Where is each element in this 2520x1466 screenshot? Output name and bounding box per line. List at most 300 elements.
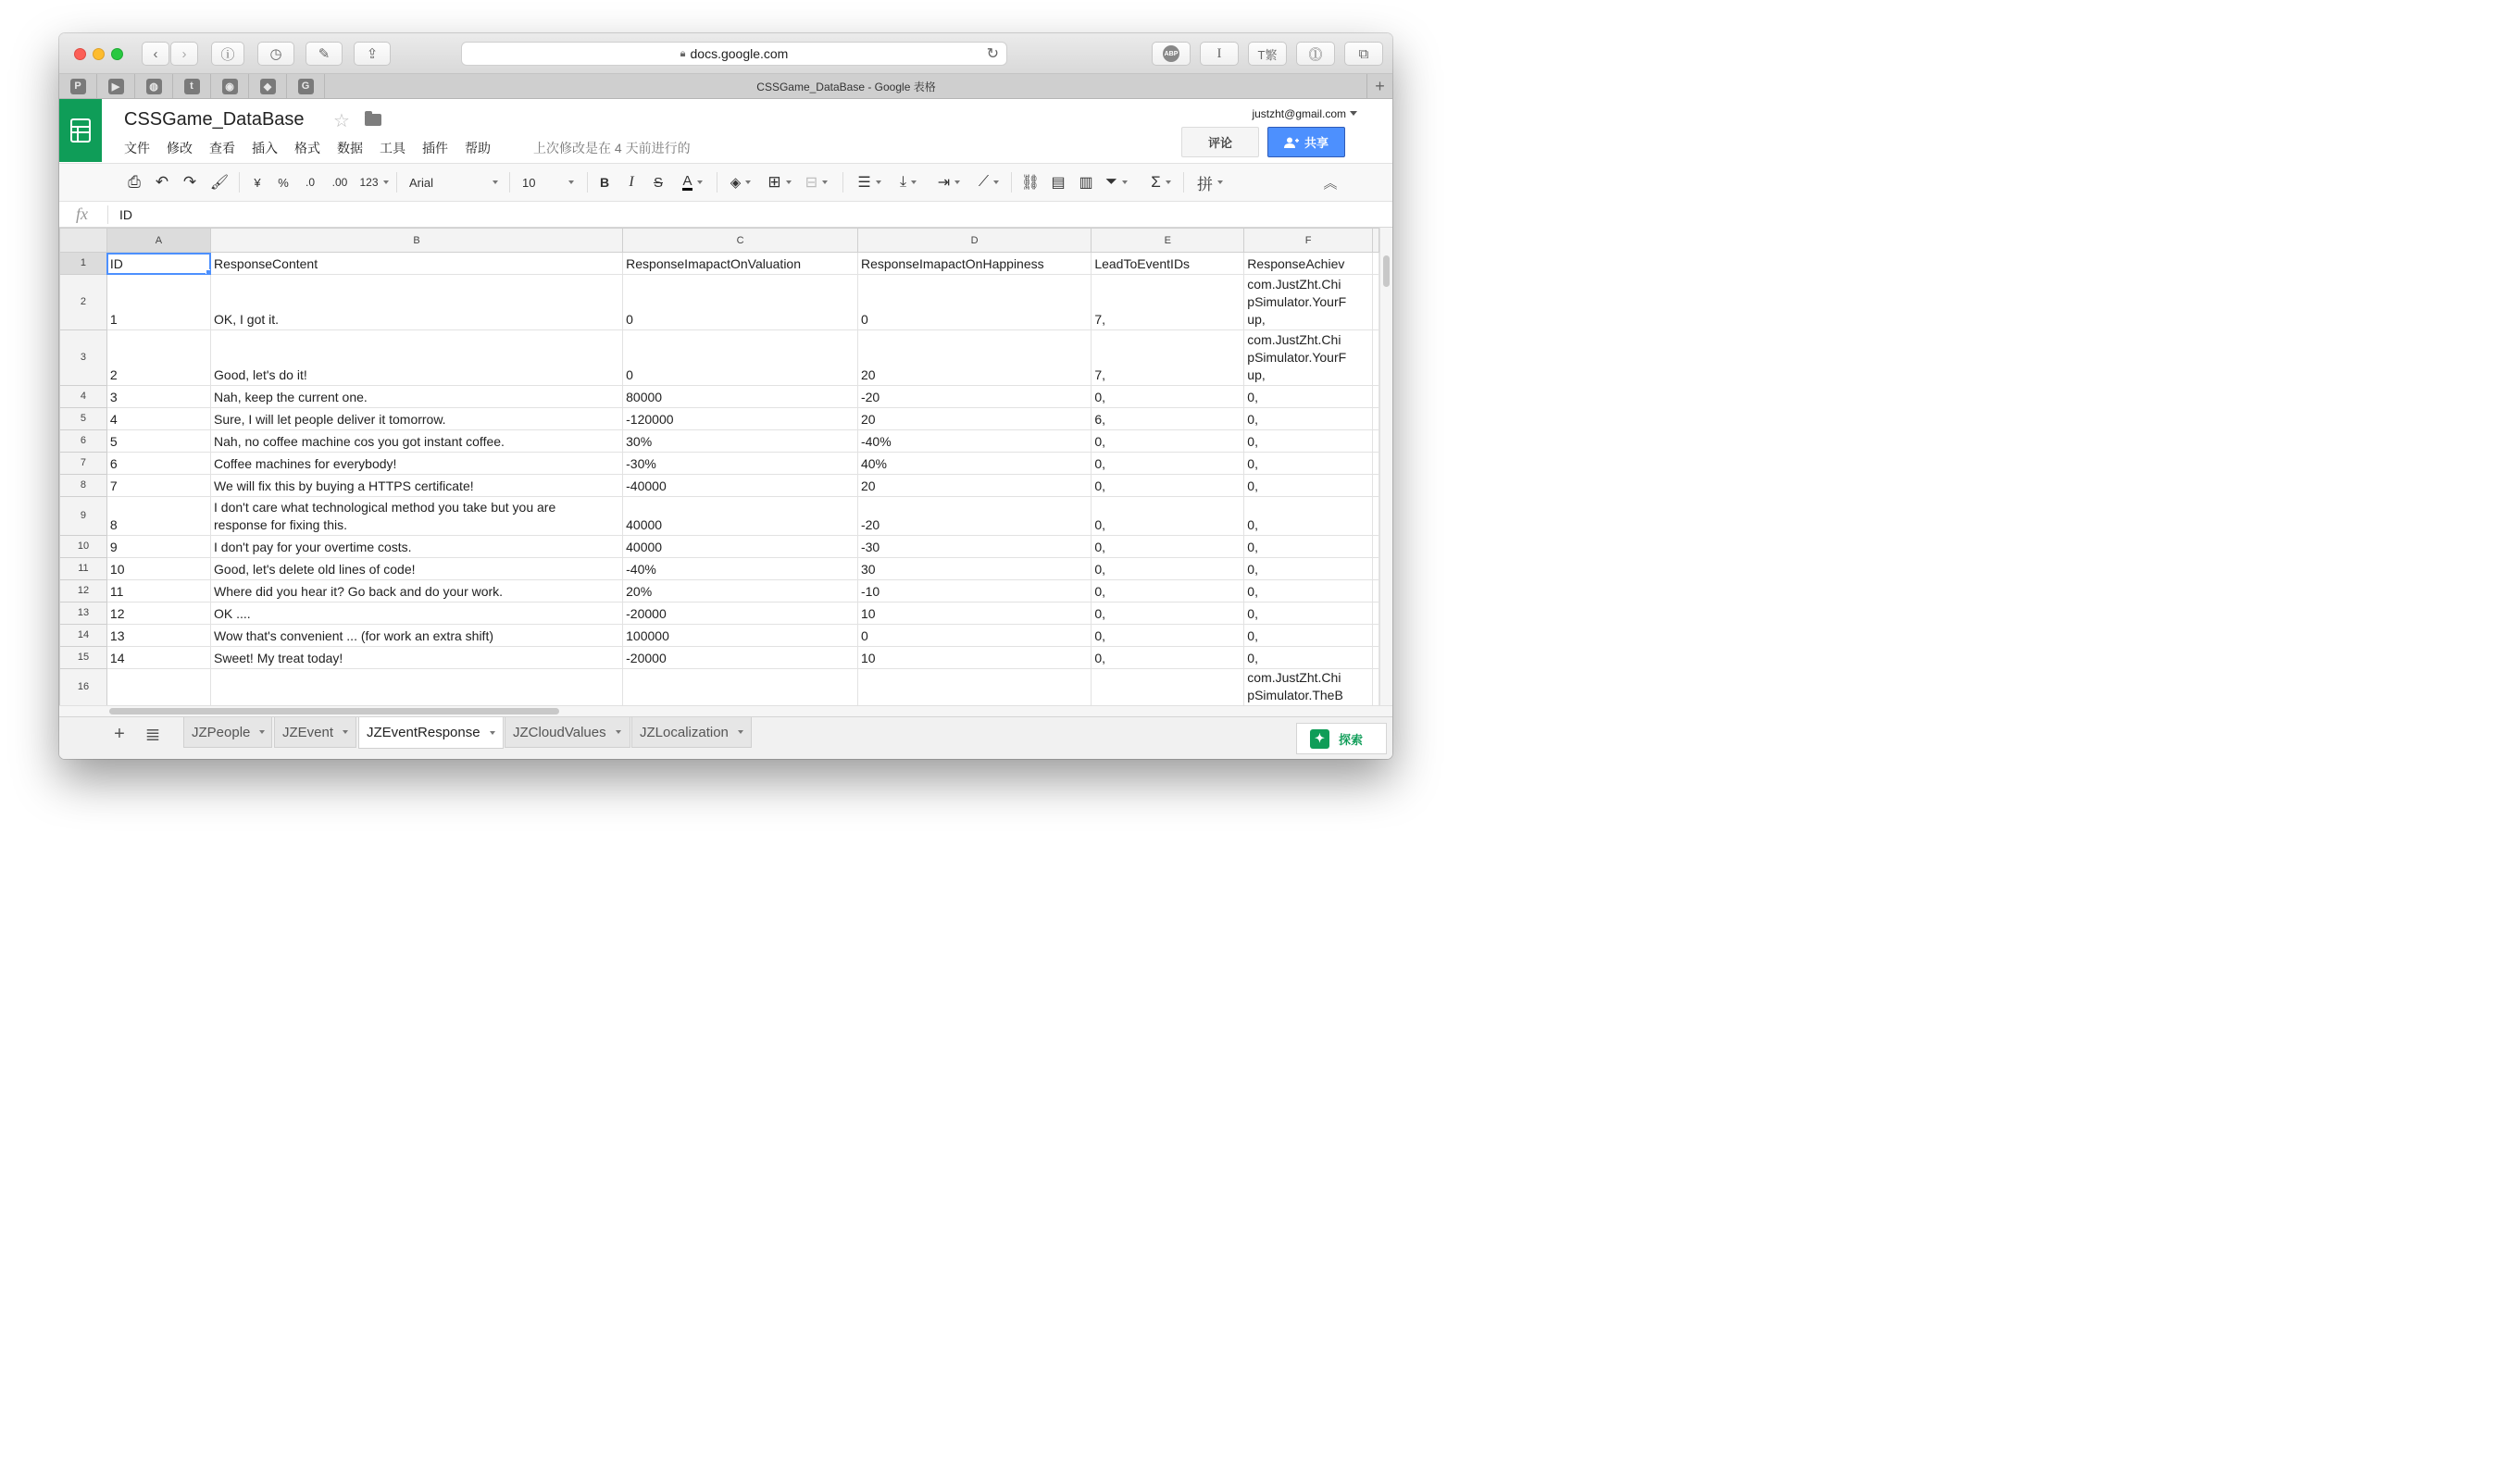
last-edit-status[interactable]: 上次修改是在 4 天前进行的: [533, 141, 691, 155]
explore-button[interactable]: [1296, 723, 1387, 754]
cell[interactable]: 2: [106, 330, 210, 386]
info-icon: ⓘ: [220, 46, 235, 63]
cell[interactable]: 0,: [1092, 497, 1244, 536]
browser-window: [59, 33, 1392, 759]
borders-button[interactable]: [763, 164, 796, 201]
favorite-git[interactable]: [249, 74, 287, 98]
zoom-window-button[interactable]: [111, 48, 123, 60]
cursor-extension-button[interactable]: [1200, 42, 1239, 66]
explore-icon: ✦: [1310, 729, 1329, 749]
cell[interactable]: -40%: [623, 558, 858, 580]
formula-input[interactable]: ID: [119, 207, 132, 222]
paint-bucket-icon: ◈: [730, 175, 742, 191]
cell[interactable]: 6,: [1092, 408, 1244, 430]
sheet-tab-label: JZEvent: [282, 724, 334, 740]
address-bar[interactable]: [461, 42, 1007, 66]
horizontal-align-button[interactable]: [852, 164, 887, 201]
chevron-down-icon: [822, 180, 828, 184]
cell[interactable]: -40%: [857, 430, 1091, 453]
password-button[interactable]: [1296, 42, 1335, 66]
tabs-overview-button[interactable]: [1344, 42, 1383, 66]
wrap-icon: ⇥: [937, 175, 951, 191]
cell[interactable]: 10: [106, 558, 210, 580]
cell[interactable]: 40000: [623, 536, 858, 558]
cell[interactable]: 0,: [1092, 475, 1244, 497]
favorite-youtube[interactable]: [97, 74, 135, 98]
table-row: [60, 536, 1379, 558]
cell[interactable]: 0,: [1092, 558, 1244, 580]
cell[interactable]: 0: [857, 275, 1091, 330]
cell[interactable]: 12: [106, 603, 210, 625]
table-row: [60, 497, 1379, 536]
chevron-down-icon: [1166, 180, 1171, 184]
cell[interactable]: 0,: [1092, 625, 1244, 647]
document-title[interactable]: CSSGame_DataBase: [124, 109, 305, 130]
row-header[interactable]: 12: [60, 580, 107, 603]
cell[interactable]: [211, 669, 623, 706]
cell[interactable]: Good, let's delete old lines of code!: [211, 558, 623, 580]
cell[interactable]: com.JustZht.Chi pSimulator.YourF up,: [1244, 330, 1373, 386]
star-icon[interactable]: ☆: [333, 111, 350, 131]
cell[interactable]: 100000: [623, 625, 858, 647]
folder-icon[interactable]: [365, 114, 381, 126]
bold-button[interactable]: B: [599, 175, 610, 190]
font-size-label: 10: [522, 175, 536, 190]
formula-divider: [107, 205, 108, 224]
cell[interactable]: OK, I got it.: [211, 275, 623, 330]
filter-button[interactable]: [1102, 164, 1131, 201]
cell[interactable]: 0,: [1244, 430, 1373, 453]
font-family-dropdown[interactable]: [405, 164, 502, 201]
lock-icon: 🔒︎: [680, 47, 686, 59]
table-row: [60, 603, 1379, 625]
percent-format-button[interactable]: %: [278, 175, 289, 190]
cell[interactable]: Nah, no coffee machine cos you got instant coffee.: [211, 430, 623, 453]
menu-item[interactable]: 格式: [294, 141, 320, 155]
sheet-tab[interactable]: [631, 717, 752, 748]
row-header[interactable]: 5: [60, 408, 107, 430]
cell[interactable]: 7,: [1092, 330, 1244, 386]
clock-icon: ◷: [269, 46, 282, 62]
cell[interactable]: I don't pay for your overtime costs.: [211, 536, 623, 558]
column-header-filler: [1373, 229, 1379, 253]
currency-format-button[interactable]: ¥: [254, 175, 261, 190]
favorite-pinboard[interactable]: [59, 74, 97, 98]
cell[interactable]: -40000: [623, 475, 858, 497]
cell[interactable]: 0,: [1244, 453, 1373, 475]
cell[interactable]: 13: [106, 625, 210, 647]
compose-button[interactable]: [306, 42, 343, 66]
redo-icon[interactable]: ↷: [182, 173, 197, 191]
sheets-icon: [70, 118, 91, 143]
cell[interactable]: 3: [106, 386, 210, 408]
cell[interactable]: LeadToEventIDs: [1092, 253, 1244, 275]
menu-item[interactable]: 文件: [124, 141, 150, 155]
cell[interactable]: [1373, 669, 1379, 706]
chevron-down-icon: [786, 180, 792, 184]
add-sheet-icon[interactable]: +: [114, 723, 125, 744]
cell[interactable]: We will fix this by buying a HTTPS certificate!: [211, 475, 623, 497]
info-button[interactable]: [211, 42, 244, 66]
chevron-down-icon: [1217, 180, 1223, 184]
sheet-tab[interactable]: [274, 717, 356, 748]
sheet-tabs-bar: [59, 716, 1392, 759]
browser-toolbar: [59, 33, 1392, 74]
cell[interactable]: 0,: [1244, 647, 1373, 669]
cell[interactable]: 30%: [623, 430, 858, 453]
sheet-tab[interactable]: [505, 717, 630, 748]
cell[interactable]: 0,: [1244, 475, 1373, 497]
chevron-down-icon[interactable]: [343, 730, 348, 734]
cell[interactable]: 0,: [1244, 558, 1373, 580]
insert-chart-icon[interactable]: ▥: [1079, 175, 1093, 191]
strikethrough-button[interactable]: S: [653, 174, 663, 191]
cell[interactable]: 11: [106, 580, 210, 603]
forward-button[interactable]: [170, 42, 198, 66]
merge-cells-button[interactable]: [798, 164, 835, 201]
cell[interactable]: 10: [857, 647, 1091, 669]
cell[interactable]: com.JustZht.Chi pSimulator.YourF up,: [1244, 275, 1373, 330]
decrease-decimal-button[interactable]: .0: [305, 176, 315, 189]
spreadsheet-grid: [59, 228, 1379, 705]
cell[interactable]: [1373, 603, 1379, 625]
cell[interactable]: 0,: [1244, 580, 1373, 603]
row-header[interactable]: 13: [60, 603, 107, 625]
functions-button[interactable]: [1142, 164, 1179, 201]
vertical-align-button[interactable]: [891, 164, 926, 201]
menu-item[interactable]: 数据: [337, 141, 363, 155]
cell[interactable]: 7: [106, 475, 210, 497]
cell[interactable]: OK ....: [211, 603, 623, 625]
translate-icon: T繁: [1257, 47, 1278, 62]
share-sheet-button[interactable]: [354, 42, 391, 66]
horizontal-scrollbar[interactable]: [59, 705, 1392, 716]
cell[interactable]: 0,: [1244, 408, 1373, 430]
vertical-scrollbar[interactable]: [1379, 228, 1392, 705]
chevron-down-icon: [1122, 180, 1128, 184]
chevron-down-icon[interactable]: [738, 730, 743, 734]
cell[interactable]: 6: [106, 453, 210, 475]
row-header[interactable]: 7: [60, 453, 107, 475]
cell[interactable]: 8: [106, 497, 210, 536]
sigma-icon: Σ: [1151, 173, 1161, 191]
cell[interactable]: 0,: [1244, 386, 1373, 408]
favorite-twitter[interactable]: [173, 74, 211, 98]
chevron-down-icon: [697, 180, 703, 184]
back-button[interactable]: [142, 42, 169, 66]
cell[interactable]: 20%: [623, 580, 858, 603]
chevron-down-icon[interactable]: [490, 731, 495, 735]
column-header[interactable]: C: [623, 229, 858, 253]
chevron-down-icon: [876, 180, 881, 184]
sheet-tab[interactable]: [183, 717, 272, 748]
number-format-label: 123: [359, 176, 379, 189]
row-header[interactable]: 16: [60, 669, 107, 706]
cell[interactable]: 20: [857, 330, 1091, 386]
column-header[interactable]: D: [857, 229, 1091, 253]
cell[interactable]: 14: [106, 647, 210, 669]
cell[interactable]: [1373, 408, 1379, 430]
number-format-dropdown[interactable]: [356, 164, 393, 201]
cell[interactable]: [1373, 536, 1379, 558]
github-icon: ◉: [222, 79, 238, 94]
sheet-tab[interactable]: [358, 717, 504, 749]
column-header[interactable]: E: [1092, 229, 1244, 253]
cell[interactable]: 10: [857, 603, 1091, 625]
chevron-down-icon: [568, 180, 574, 184]
all-sheets-icon[interactable]: ≣: [144, 724, 161, 745]
cell[interactable]: ResponseAchiev: [1244, 253, 1373, 275]
cell[interactable]: 0,: [1092, 386, 1244, 408]
italic-button[interactable]: I: [629, 174, 634, 190]
text-rotation-button[interactable]: [970, 164, 1007, 201]
select-all-corner[interactable]: [60, 229, 107, 253]
dribbble-icon: ◍: [146, 79, 162, 94]
cell[interactable]: 7,: [1092, 275, 1244, 330]
cell[interactable]: [1373, 625, 1379, 647]
close-window-button[interactable]: [74, 48, 86, 60]
table-row: [60, 580, 1379, 603]
chevron-down-icon[interactable]: [259, 730, 265, 734]
cell[interactable]: Nah, keep the current one.: [211, 386, 623, 408]
row-header[interactable]: 14: [60, 625, 107, 647]
cell[interactable]: -120000: [623, 408, 858, 430]
cell[interactable]: 0,: [1244, 497, 1373, 536]
column-header[interactable]: B: [211, 229, 623, 253]
cell[interactable]: 0,: [1092, 647, 1244, 669]
menu-item[interactable]: 修改: [167, 141, 193, 155]
chevron-down-icon: [993, 180, 999, 184]
menu-item[interactable]: 工具: [380, 141, 405, 155]
cell[interactable]: [1373, 647, 1379, 669]
cell[interactable]: 0,: [1092, 603, 1244, 625]
cell[interactable]: 80000: [623, 386, 858, 408]
cell[interactable]: [1373, 330, 1379, 386]
cell[interactable]: [1373, 475, 1379, 497]
cell[interactable]: 30: [857, 558, 1091, 580]
insert-link-icon[interactable]: ⛓︎: [1020, 175, 1041, 191]
cell[interactable]: 0,: [1092, 453, 1244, 475]
history-button[interactable]: [257, 42, 294, 66]
cell[interactable]: 40%: [857, 453, 1091, 475]
undo-icon[interactable]: ↶: [155, 173, 169, 191]
cell[interactable]: -20000: [623, 603, 858, 625]
cells-table: [59, 228, 1379, 705]
cell[interactable]: 0: [857, 625, 1091, 647]
menu-item[interactable]: 查看: [209, 141, 235, 155]
url-text: docs.google.com: [690, 46, 789, 61]
row-header[interactable]: 9: [60, 497, 107, 536]
table-row: [60, 253, 1379, 275]
print-icon[interactable]: ⎙: [128, 173, 141, 191]
pinboard-icon: P: [70, 79, 86, 94]
share-button[interactable]: [1267, 127, 1345, 157]
account-email[interactable]: justzht@gmail.com: [1252, 107, 1346, 120]
column-header[interactable]: F: [1244, 229, 1373, 253]
favorite-github[interactable]: [211, 74, 249, 98]
fill-color-button[interactable]: [722, 164, 759, 201]
favorites-bar: [59, 74, 1392, 99]
youtube-icon: ▶: [108, 79, 124, 94]
chevron-down-icon: [493, 180, 498, 184]
cell[interactable]: 20: [857, 475, 1091, 497]
git-icon: ◆: [260, 79, 276, 94]
comments-button[interactable]: 评论: [1181, 127, 1259, 157]
adblock-icon: ABP: [1163, 45, 1179, 62]
text-color-button[interactable]: [674, 164, 711, 201]
cell[interactable]: ID: [106, 253, 210, 275]
cell[interactable]: -30%: [623, 453, 858, 475]
font-family-label: Arial: [409, 175, 434, 190]
row-header[interactable]: 8: [60, 475, 107, 497]
sheet-tab-label: JZPeople: [192, 724, 251, 740]
cell[interactable]: 0,: [1092, 430, 1244, 453]
cell[interactable]: 0,: [1244, 603, 1373, 625]
cell[interactable]: 0,: [1244, 625, 1373, 647]
row-header[interactable]: 4: [60, 386, 107, 408]
sheet-tab-label: JZLocalization: [640, 724, 729, 740]
row-header[interactable]: 2: [60, 275, 107, 330]
cell[interactable]: com.JustZht.Chi pSimulator.TheB: [1244, 669, 1373, 706]
cell[interactable]: [1373, 386, 1379, 408]
cell[interactable]: 0,: [1092, 580, 1244, 603]
minimize-window-button[interactable]: [93, 48, 105, 60]
sheets-logo[interactable]: [59, 99, 102, 162]
cell[interactable]: ResponseImapactOnValuation: [623, 253, 858, 275]
chevron-down-icon[interactable]: [616, 730, 621, 734]
cell[interactable]: [1373, 253, 1379, 275]
cell[interactable]: [1373, 275, 1379, 330]
cell[interactable]: 9: [106, 536, 210, 558]
cell[interactable]: 20: [857, 408, 1091, 430]
share-button-label: 共享: [1304, 136, 1329, 150]
tab-title[interactable]: CSSGame_DataBase - Google 表格: [756, 80, 936, 93]
cell[interactable]: Coffee machines for everybody!: [211, 453, 623, 475]
table-row: [60, 558, 1379, 580]
menu-item[interactable]: 帮助: [465, 141, 491, 155]
cell[interactable]: Good, let's do it!: [211, 330, 623, 386]
formatting-toolbar: [59, 163, 1392, 202]
chevron-left-icon: ‹: [153, 45, 158, 62]
chevron-down-icon: [911, 180, 917, 184]
cell[interactable]: 0: [623, 330, 858, 386]
cell[interactable]: 4: [106, 408, 210, 430]
cell[interactable]: [1373, 430, 1379, 453]
row-header[interactable]: 6: [60, 430, 107, 453]
table-row: [60, 408, 1379, 430]
table-row: [60, 275, 1379, 330]
table-row: [60, 669, 1379, 706]
cell[interactable]: Wow that's convenient ... (for work an extra shift): [211, 625, 623, 647]
cell[interactable]: -20000: [623, 647, 858, 669]
cell[interactable]: [106, 669, 210, 706]
cell[interactable]: 0: [623, 275, 858, 330]
collapse-toolbar-icon[interactable]: ︽: [1323, 175, 1338, 192]
cell[interactable]: 0,: [1244, 536, 1373, 558]
cell[interactable]: [857, 669, 1091, 706]
chevron-down-icon: [954, 180, 960, 184]
row-header[interactable]: 1: [60, 253, 107, 275]
menu-bar: [124, 139, 507, 157]
cell[interactable]: [1373, 580, 1379, 603]
toolbar-divider: [239, 172, 240, 193]
share-icon: ⇪: [366, 46, 379, 62]
increase-decimal-button[interactable]: .00: [331, 176, 348, 189]
input-tools-icon: 拼: [1197, 175, 1213, 193]
cell[interactable]: Sweet! My treat today!: [211, 647, 623, 669]
toolbar-divider: [842, 172, 843, 193]
cell[interactable]: 40000: [623, 497, 858, 536]
input-tools-button[interactable]: [1191, 164, 1229, 201]
reload-icon[interactable]: ↻: [986, 46, 999, 62]
cell[interactable]: Sure, I will let people deliver it tomorrow.: [211, 408, 623, 430]
row-header[interactable]: 3: [60, 330, 107, 386]
favorite-google[interactable]: [287, 74, 325, 98]
row-header[interactable]: 11: [60, 558, 107, 580]
cell[interactable]: -20: [857, 497, 1091, 536]
toolbar-divider: [509, 172, 510, 193]
account-dropdown-icon[interactable]: [1350, 111, 1357, 116]
plus-icon: +: [1375, 76, 1385, 95]
merge-icon: ⊟: [805, 175, 818, 191]
cell[interactable]: Where did you hear it? Go back and do your work.: [211, 580, 623, 603]
translate-extension-button[interactable]: [1248, 42, 1287, 66]
table-row: [60, 453, 1379, 475]
scrollbar-thumb[interactable]: [1383, 255, 1390, 287]
adblock-button[interactable]: [1152, 42, 1191, 66]
cell[interactable]: 0,: [1092, 536, 1244, 558]
paint-format-icon[interactable]: 🖌︎: [209, 175, 230, 191]
chevron-down-icon: [383, 180, 389, 184]
cell[interactable]: -30: [857, 536, 1091, 558]
favorite-dribbble[interactable]: [135, 74, 173, 98]
cell[interactable]: [1373, 497, 1379, 536]
text-cursor-icon: I: [1216, 45, 1222, 61]
filter-icon: ⏷: [1105, 174, 1117, 190]
cell[interactable]: [1373, 558, 1379, 580]
cell[interactable]: [1092, 669, 1244, 706]
cell[interactable]: 5: [106, 430, 210, 453]
borders-icon: ⊞: [767, 173, 781, 191]
cell[interactable]: -10: [857, 580, 1091, 603]
cell[interactable]: [623, 669, 858, 706]
cell[interactable]: -20: [857, 386, 1091, 408]
sheet-tab-label: JZCloudValues: [513, 724, 606, 740]
row-header[interactable]: 15: [60, 647, 107, 669]
insert-comment-icon[interactable]: ▤: [1051, 175, 1066, 191]
toolbar-divider: [1011, 172, 1012, 193]
table-row: [60, 647, 1379, 669]
cell[interactable]: ResponseContent: [211, 253, 623, 275]
text-wrap-button[interactable]: [929, 164, 968, 201]
cell[interactable]: ResponseImapactOnHappiness: [857, 253, 1091, 275]
font-size-dropdown[interactable]: [518, 164, 578, 201]
cell[interactable]: I don't care what technological method you take but you are response for fixing this.: [211, 497, 623, 536]
toolbar-divider: [587, 172, 588, 193]
explore-label: 探索: [1339, 732, 1364, 747]
chevron-right-icon: ›: [181, 45, 187, 62]
twitter-icon: t: [184, 79, 200, 94]
cell[interactable]: [1373, 453, 1379, 475]
menu-item[interactable]: 插入: [252, 141, 278, 155]
text-color-icon: A: [682, 173, 692, 189]
scrollbar-thumb[interactable]: [109, 708, 559, 714]
column-header[interactable]: A: [106, 229, 210, 253]
menu-item[interactable]: 插件: [422, 141, 448, 155]
cell[interactable]: 1: [106, 275, 210, 330]
row-header[interactable]: 10: [60, 536, 107, 558]
new-tab-button[interactable]: [1366, 74, 1392, 98]
